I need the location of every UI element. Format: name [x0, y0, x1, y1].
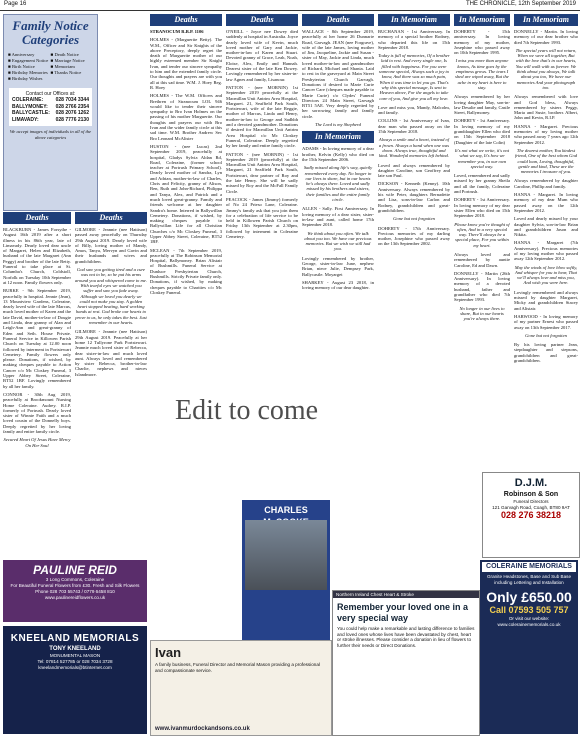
notice: WALLACE - 8th September 2019, peacefully at her home 26 Dunnarie Road, Garvagh. JEAN (nee Forgrave), wife of the late James, loving mother of Jim, Jacqueline, Jackie and Susan - sister of May, Jackie and Linda, much loved mother-in-law and grandmother of Richard, Michael and Shania. Laid to rest in the graveyard at Main Street Presbyterian Church Garvagh. Donations if desired to Marie Curie Cancer Care (cheques made payable to Marie Curie) c/o Clydes' Funeral Directors 24 Main Street, Garvagh BT51 5AE. Very deeply regretted by her sorrowing family and family circle.	[302, 29, 374, 119]
notice-heading: STRANOCUM R.B.P. 1106	[150, 29, 204, 34]
edit-watermark: Edit to come	[175, 395, 319, 426]
notice: Lovingly remembered and always missed by daughter Margaret, Micky and grandchildren Stacey and Alistair.	[514, 289, 578, 311]
category-item: ■ Engagement Notice	[8, 58, 49, 63]
category-item: ■ Death Notice	[50, 52, 79, 57]
notice: Always remembered by her loving daughter May, son-in-law Desalie and family, Castle Street, Ballymoney.	[454, 94, 510, 116]
ad-phone: Call 07593 505 757	[489, 605, 569, 615]
ad-name: Robinson & Son	[503, 491, 559, 498]
djm-robinson-funeral-ad[interactable]	[482, 472, 580, 558]
category-item: ■ Birthday Wishes	[8, 76, 43, 81]
notice: DONNELLY - Martin. In loving memory of our dear brother who died 7th September 1993.	[514, 29, 578, 45]
notice: CONNOR - 30th Aug 2019, peacefully at Brookmount Nursing Home Coleraine. Audrey. R.I.P. formerly of Portrush. Dearly loved sister of Winnie Faith and a much loved cousin of the Donnelly boys. Deeply regretted by her loving family and entire family circle.	[3, 391, 71, 434]
notice: HANNA - Margaret. Precious memories of my loving mother who passed away 7 years ago 12th September 2012.	[514, 123, 578, 145]
ad-org: Northern Ireland Chest Heart & Stroke	[333, 591, 479, 598]
notice-verse: The Lord is my Shepherd	[315, 122, 361, 128]
notice: DOHERTY - 17th Anniversary. Precious memories of my darling mother, Josephine who passed away on the 13th September 2002.	[378, 225, 450, 247]
category-item: ■ Marriage Notice	[50, 58, 85, 63]
notice: HOLMES - The W.M. Officers and Brethren of Stranocum LOL 946 would like to tender their sincere sympathy to Bro Ivan Holmes on the passing of his mother Marguerite. Our thoughts and prayers our with Bro Ivan and the wider family circle at this sad time. W.M. Brother Andrew Sec Bro Leonard McAlister	[150, 93, 222, 141]
notice: HARWOOD - In loving memory of my partner Ernest who passed away on 13th September 2017.	[514, 313, 578, 330]
headstone-photo	[245, 520, 327, 590]
deaths-banner: Deaths	[150, 14, 222, 26]
notice-verse: Secured Heart Of Jesus Have Mercy On Her Soul	[3, 437, 71, 448]
in-memoriam-banner: In Memoriam	[514, 14, 578, 26]
notice: HANNA - Margaret. In loving memory of my dear Mum who passed away on the 12th September 2012.	[514, 192, 578, 213]
notice: HOLMES - (Marguerite Betty). The W.M., Officer and Sir Knights of the above Preceptory, deeply regret the death of Marguerite mother of our highly esteemed member Sir Knight Ivan, and tender our sincere sympathy to him and the extended family circle. Our thoughts and prayers are with you all at this sad time. W.M. J. Hoey Reg. R. Hoey	[150, 37, 222, 90]
ad-title: PAULINE REID	[33, 563, 117, 577]
notice: O'NEILL - Joyce nee Dowey died suddenly at hospital in Australia. Joyce dearly loved wife of Kevin, much loved mother of Gary and Jackie, mother-in-law of Karen and Stuart. Devoted granny of Grace, Leah, Noah, Eloise, Alex, Emily and Hannah. Dearest sister of the late Ken Dowey. Lovingly remembered by her sister-in-law Agnes and family, Lisanour.	[226, 29, 298, 82]
notice: DONNELLY - Martin (26th Anniversary). In loving memory of a devoted husband, father and grandfather who died 7th September 1993.	[454, 270, 510, 303]
notice: COLLINS - 1st Anniversary of Ivan, dear man who passed away on the 15th September 2018.	[378, 118, 450, 135]
category-item: ■ Anniversary	[8, 52, 35, 57]
page-number: Page 16	[4, 1, 27, 7]
family-notice-categories-box	[3, 14, 98, 211]
notice-verse: Always a smile and a heart, instead of a frown. Always a hand when one was down. Always true, thoughtful and kind. Wonderful memories left behind.	[378, 137, 450, 159]
notice-verse: I miss you more than anyone knows, As time goes by the emptiness grows. The tears I shed are wiped away, But the ache in my heart is here to stay.	[455, 58, 509, 90]
ad-website[interactable]: Or visit our website: www.colerainememorials.co.uk	[497, 616, 561, 627]
notice: Loved and always remembered by daughter Caroline, son Geoffrey and late son Paul.	[378, 162, 450, 179]
deaths-banner: Deaths	[75, 212, 147, 224]
notice: Love and miss you, Mandy, Malcolm, and family.	[378, 104, 450, 116]
notice: BLACKBURN - James Forsythe - August 16th 2019 after a short illness in his 86th year, late of Limavady. Dearly loved dear uncle of Margaret, Helen and Elizabeth, husband of the late Margaret (Ann Peggy) and brother of the late Betty. Funeral to take place at St. Columba's Church, Coldstoll, Norfolk on Tuesday 10th September at 12 noon. Family flowers only.	[3, 227, 71, 285]
office-row: LIMAVADY: 028 7776 2130	[12, 116, 89, 123]
category-item: ■ Thanks Notice	[50, 70, 82, 75]
notice-verse: Today is full of memories, Of a brother laid to rest. And every single one, Is filled with happiness. For you were someone special, Always such a joy to know, And there was so much pain, When it was time to let you go. That's why this special message, Is sent to Heaven above, For the angels to take care of you, And give you all my love.	[378, 53, 450, 101]
ad-subtitle: Funeral Directors	[513, 499, 549, 504]
ad-headline: Remember your loved one in a very special way	[337, 602, 469, 623]
ad-phone: 028 276 38218	[500, 510, 562, 520]
notice-verse: We think about you often. We talk about you too. We have our precious memories. But we wish we still had you.	[304, 230, 372, 252]
paper-dateline: THE CHRONICLE, 12th September 2019	[465, 1, 576, 7]
ad-website[interactable]: www.paulinereidflowers.co.uk	[44, 595, 106, 600]
in-memoriam-banner: In Memoriam	[378, 14, 450, 26]
images-accepted-note: We accept images of individuals in all of the above categories	[9, 129, 92, 140]
notice: BURKE - 9th September 2019, peacefully in hospital. Jennie (Jean), 13 Mountview Gardens, Coleraine, dearly loved wife of the late Marcus, much loved mother of Karen and the late David, mother-in-law of Dougie and Linda, dear granny of Alan and Leigh-Ann and great-granny of Eden and Seth. House Private. Funeral Service in Killowen Parish Church on Tuesday at 12.00 noon followed by interment in Portstewart Cemetery. Family flowers only please. Donations, if wished, by making cheques payable to Action Cancer c/o Mc Closkey Funeral, 3 Upper Abbey Street, Coleraine, BT52 1BF. Lovingly remembered by all her family.	[3, 288, 71, 389]
ad-title: COLERAINE MEMORIALS	[482, 562, 576, 572]
ad-address: 121 Garvagh Road, Coagh, BT80 9AT	[492, 504, 570, 510]
notice: Always remembered by daughter Caroline, Phillip and family.	[514, 178, 578, 189]
office-row: BALLYMONEY: 028 2766 2354	[12, 103, 89, 110]
ad-title: D.J.M.	[514, 477, 548, 489]
page-header	[0, 0, 580, 11]
notice: GILMORE - Jeannie (nee Hattison) 29th August 2019. Peacefully at her home 12 Tullyrone Park Portstewart. Jeannie much loved sister of Rebecca, dear sister-in-law and much loved aunt. Always loved and remembered by sister Rebecca, brother-in-law Charlie, nephews and nieces Islandmore.	[75, 329, 147, 377]
category-item: ■ Birthday Memories	[8, 70, 48, 75]
categories-title: Family Notice Categories	[12, 18, 89, 47]
notice: HANNA - Margaret (7th Anniversary). Precious memories of my loving mother who passed away 12th September 2012.	[514, 240, 578, 262]
ad-phone: Tel: 07814 527785 or 028 7034 3728	[37, 659, 113, 664]
ad-text: For Beautiful Funeral Flowers from £30. Fresh and Silk Flowers	[10, 583, 140, 588]
notice-verse: Sadly missed along life's way, quietly remembered every day. No longer in our lives to share, but in our hearts he's always there. Loved and sadly missed by his brothers and sisters, their families and the entire family circle.	[303, 165, 373, 203]
ad-website[interactable]: www.ivanmurdockandsons.co.uk	[155, 726, 250, 732]
notice-column-8	[514, 14, 578, 468]
notice-verse: No longer in our lives to share, But in our hearts you're always there.	[459, 305, 505, 322]
notice: HUSTON - (nee Lucas) 2nd September 2019, peacefully at hospital, Gladys Sylvia Aldan Rd, Road, Coleraine, (former school teacher at Portrush Primary School). Dearly loved mother of Sandra, Lyn and Adrian, mother-in-law of Charles, Chris and Felicity, granny of Alison, Ben, Ruth and John-Richard, Philippa and Tanya, Alex, and Patrick and a much loved great-granny. Family and friends welcome at her daughter Sandra's home. Interred in Ballywillan Cemetery. Donations, if wished, by making cheques payable to Ballywillan Life for all Christian Churches c/o Mc Closkey Funeral, 3 Upper Abbey Street, Coleraine, BT52 1BF.	[150, 143, 222, 245]
office-row: BALLYCASTLE: 028 2076 1262	[12, 110, 89, 117]
notice: Always loved and remembered by auntie Caroline, Ed and Dawn.	[454, 251, 510, 268]
notice: ADAMS - In loving memory of a dear brother, Kelvin (Kelly) who died on the 15th September 2006.	[302, 146, 374, 162]
notice: ALLEN - Sally. First Anniversary. In loving memory of a dear sister, sister-in-law and aunt, called home 17th September 2018.	[302, 206, 374, 228]
notice: DOHERTY - 1st Anniversary. In loving memory of my dear sister Ellen who died on 15th September 2018.	[454, 197, 510, 219]
notice-verse: Please know you're thought of often, And in a very special way. There'll always be a special place, For you within my heart.	[454, 221, 510, 248]
notice-verse: The dearest mother, You kindest friend, One of the best whom God could loan, Loving, thoughtful, gentle and kind, These are the memories I treasure of you.	[514, 147, 578, 175]
category-item: ■ Memoriam	[50, 64, 75, 69]
ad-name: TONY KNEELAND	[49, 646, 101, 652]
ad-title: Ivan	[155, 645, 182, 660]
notice: DOHERTY - 1st Anniversary. In loving memory of my granddaughter Ellen who died on 15th September 2018 (Daughter of the late Colin)	[454, 118, 510, 145]
notice-verse: It's not what we write, it's not what we say, It's how we remember you, in our own special way.	[454, 147, 510, 169]
notice-verse: Gone but not forgotten	[525, 332, 567, 338]
in-memoriam-banner: In Memoriam	[454, 14, 510, 26]
ad-tagline: 3 Long Commons, Coleraine	[45, 577, 105, 582]
category-item: ■ Birth Notice	[8, 64, 35, 69]
notice: PATTON - (nee MORNIN) 1st September 2019 peacefully at the Macmillan Unit Antrim Area Hospital, Margaret. 21, Seaffield Park South, Portstewart, wife of the late Reggie, mother of Marcus, Linda and Henry, mother-in-law to George and Sadhbh and a devoted grandmother. Donations if desired for Macmillan Unit Antrim Area Hospital c/o Mc Closkey Funeral, Coleraine. Deeply regretted by her family and entire family circle.	[226, 84, 298, 149]
office-row: COLERAINE: 028 7034 3344	[12, 97, 89, 104]
ad-text: You could help make a remarkable and lasting difference to families and loved ones whose lives have been devastated by chest, heart or stroke illnesses. Please consider a donation in lieu of flowers to further their needs or Direct Donations.	[337, 626, 475, 648]
ivan-murdock-ad[interactable]	[150, 640, 332, 736]
notice-column-1	[3, 212, 71, 556]
in-memoriam-banner: In Memoriam	[302, 131, 374, 143]
contact-offices	[9, 88, 92, 126]
notice: Loved and dearly missed by your daughter Sylvia, son-in-law Brian and grandchildren Jason and Nikita.	[514, 216, 578, 238]
ad-title: CHARLES	[264, 505, 308, 515]
notice-verse: God saw you getting tired and a cure was not to be, so he put his arms around you and whispered come to me. With tearful eyes we watched you suffer and saw you fade away. Although we loved you dearly we could not make you stay. A golden heart stopped beating, hard working hands at rest. God broke our hearts to prove to us, he only takes the best. Just remember in our hearts.	[75, 267, 147, 326]
kneeland-memorials-ad[interactable]	[3, 626, 147, 734]
chest-heart-stroke-ad[interactable]	[332, 590, 480, 736]
notice-column-3	[150, 14, 222, 636]
contact-title: Contact our Offices at:	[25, 91, 76, 97]
notice: SHARKEY - August 23 2018, in loving memory of our dear daughter.	[302, 279, 374, 291]
notice: DICKSON - Kenneth (Kenny). 10th Anniversary. Always remembered by his wife Peter, daughters Bernadette and Lisa, sons-in-law Carlon and Rodney, grandchildren and great-grandchildren.	[378, 181, 450, 213]
deaths-banner: Deaths	[302, 14, 374, 26]
ad-phone: Phone 028 703 55743 / 0779 6458 810	[35, 589, 115, 594]
notice-verse: Gone but not forgotten	[393, 216, 435, 222]
notice: PATTON - (nee MORNIN) - 1st September 2019 (peacefully) at the Macmillan Unit Antrim Area Hospital, Margaret, 21 Seaffield Park South, Portstewart, dear partner of Roy and the late Henry. She will be sadly missed by Roy and the McFall Family Circle.	[226, 151, 298, 194]
pauline-reid-flowers-ad[interactable]	[3, 560, 147, 622]
ad-price: Only £650.00	[486, 589, 572, 605]
coleraine-memorials-ad[interactable]	[480, 560, 578, 734]
category-list	[4, 49, 97, 85]
notice-verse: The special years will not return, When we were all together, But with the love that's in our hearts, You will walk with us forever. We think about you always, We talk about you too, We have our memories And your photograph too.	[515, 47, 577, 90]
notice-column-6	[378, 14, 450, 586]
ad-text: Granite Headstones, Base and Sub Base including Lettering and Installation	[486, 574, 572, 585]
notice: Loved, remembered and sadly missed by her granny Sheila and all the family, Coleraine and Portrush.	[454, 173, 510, 195]
notice: Lovingly remembered by brother, George, sister-in-law June, nephew Brian, niece Julie, Dempsey Park, Ballycastle. Moyarget	[302, 255, 374, 277]
ad-subtitle: MONUMENTAL MASON	[49, 653, 101, 658]
notice: GILMORE - Jeannie (nee Hattison) passed away peacefully on Thursday 29th August 2019. Dearly loved wife of Billy, loving mother of Mandy, Amos, Tanya, Mervyn and Gavin and their husbands and wives and grandchildren.	[75, 227, 147, 264]
notice-verse: May the winds of love blow softly, And whisper for you to hear, That we'll always love and miss you, And wish you were here.	[514, 264, 578, 286]
notice: DOHERTY - 15th anniversary. In loving memory of my mother, Josephine who passed away on 10th September 1995.	[454, 29, 510, 56]
notice: By his loving partner Jean, stepdaughter and stepsons, grandchildren and great-grandchildren.	[514, 342, 578, 364]
notice: BUCHANAN - 1st Anniversary. In memory of a special brother Rodney, who departed this life on 15th September 2018.	[378, 29, 450, 50]
ad-text: A family business, Funeral Director and Memorial Mason providing a professional and compassionate service.	[155, 662, 320, 673]
deaths-banner: Deaths	[226, 14, 298, 26]
ad-title: KNEELAND MEMORIALS	[10, 633, 140, 644]
notice-column-2	[75, 212, 147, 556]
notice: MCLEAN - 7th September 2019, peacefully at The Robinson Memorial Hospital, Ballymoney. Brian Alistair of Bushmills. Funeral Service at Dunluce Presbyterian Church, Bushmills. Strictly Private family only. Donations, if wished, by making cheques payable to Charities c/o Mc Closkey Funeral.	[150, 247, 222, 295]
notice: Always remembered with love and God bless, Always remembered by sisters Peggy, Maria and Susie, brothers Albert, John and Kevin, R.I.P.	[514, 94, 578, 121]
notice: PEACOCK - James (Jimmy) formerly of No 24 Prieso Lane, Coleraine. Jimmy's family ask that you join them for a celebration of life service to be held in Killowen Parish Church on Friday 13th September at 2.30pm, followed by interment in Coleraine Cemetery.	[226, 196, 298, 239]
notice-column-7	[454, 14, 510, 466]
ad-email[interactable]: kneelandmemorials@btinternet.com	[38, 665, 112, 670]
deaths-banner: Deaths	[3, 212, 71, 224]
